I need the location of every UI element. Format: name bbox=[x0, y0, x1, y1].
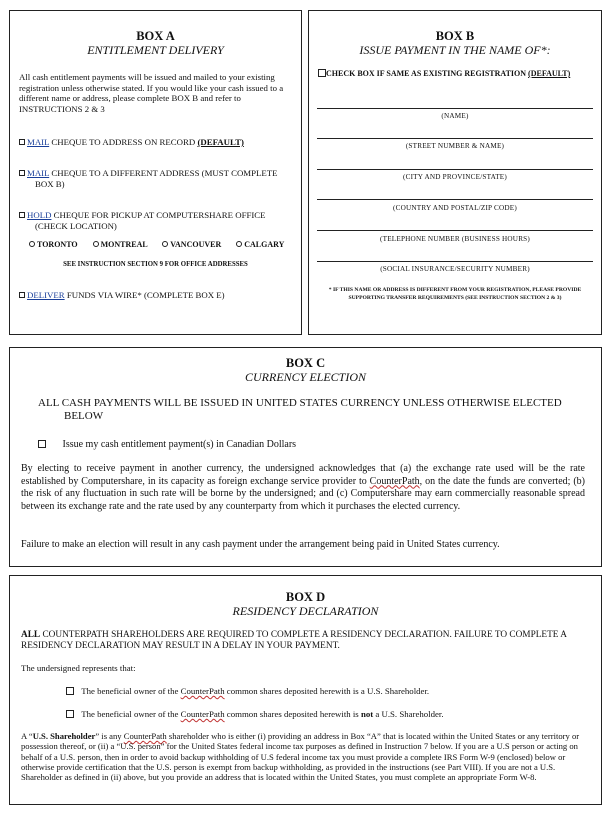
box-a-option-deliver[interactable] bbox=[19, 290, 299, 301]
canadian-dollars-option[interactable] bbox=[38, 439, 296, 450]
box-b bbox=[308, 10, 602, 335]
box-a-intro: All cash entitlement payments will be issued and mailed to your existing registration unless otherwise stated. If you would like your cash issued to a different name or address, please complete BOX B and refer to INSTRUCTIONS 2 & 3 bbox=[19, 72, 284, 114]
telephone-field-label: (TELEPHONE NUMBER (BUSINESS HOURS) bbox=[380, 235, 530, 243]
option-default: (DEFAULT) bbox=[197, 137, 244, 147]
checkbox-icon[interactable] bbox=[66, 710, 74, 718]
radio-icon[interactable] bbox=[236, 241, 242, 247]
telephone-field-line[interactable] bbox=[317, 230, 593, 231]
checkbox-icon[interactable] bbox=[38, 440, 46, 448]
box-a bbox=[9, 10, 302, 335]
city-field-label: (CITY AND PROVINCE/STATE) bbox=[403, 173, 507, 181]
sin-field-line[interactable] bbox=[317, 261, 593, 262]
checkbox-icon[interactable] bbox=[19, 170, 25, 176]
checkbox-icon[interactable] bbox=[19, 212, 25, 218]
box-d-subtitle: RESIDENCY DECLARATION bbox=[232, 604, 379, 618]
option-tag: MAIL bbox=[27, 137, 50, 147]
box-a-option-mail-record[interactable] bbox=[19, 137, 294, 148]
street-field-line[interactable] bbox=[317, 138, 593, 139]
checkbox-icon[interactable] bbox=[318, 69, 326, 77]
option-text-cont: BOX B) bbox=[35, 178, 65, 189]
checkbox-icon[interactable] bbox=[19, 292, 25, 298]
option-text-cont: (CHECK LOCATION) bbox=[35, 220, 117, 231]
option-text: CHEQUE TO A DIFFERENT ADDRESS (MUST COMPLETE bbox=[51, 168, 278, 178]
name-field-label: (NAME) bbox=[441, 112, 469, 120]
option-text: CHEQUE TO ADDRESS ON RECORD bbox=[51, 137, 196, 147]
option-tag: DELIVER bbox=[27, 290, 65, 300]
currency-paragraph-1: By electing to receive payment in another currency, the undersigned acknowledges that (a) the exchange rate used will be the rate established by Computershare, in its capacity as foreign exchange service provider to CounterPath, on the date the funds are converted; (b) the risk of any fluctuation in such rate will be borne by the undersigned; and (c) Computershare may earn commercially reasonable spread between its exchange rate and the rate used by any counterparty from which it purchases the elected currency. bbox=[21, 463, 585, 512]
box-b-footnote: * IF THIS NAME OR ADDRESS IS DIFFERENT FROM YOUR REGISTRATION, PLEASE PROVIDE SUPPORTING TRANSFER REQUIREMENTS (SEE INSTRUCTION SECTION 2 & 3) bbox=[328, 287, 582, 301]
country-field-label: (COUNTRY AND POSTAL/ZIP CODE) bbox=[393, 204, 517, 212]
checkbox-icon[interactable] bbox=[19, 139, 25, 145]
box-d-title: BOX D bbox=[285, 590, 326, 604]
office-calgary[interactable]: CALGARY bbox=[236, 240, 284, 249]
same-registration-checkbox[interactable] bbox=[318, 69, 598, 78]
office-note: SEE INSTRUCTION SECTION 9 FOR OFFICE ADDRESSES bbox=[63, 261, 248, 268]
city-field-line[interactable] bbox=[317, 169, 593, 170]
us-shareholder-definition: A “U.S. Shareholder” is any CounterPath shareholder who is either (i) providing an address in Box “A” that is located within the United States or any territory or possession thereof, or (ii) a “U.S. person” for the United States federal income tax purposes as defined in Instruction 7 below. If you are a U.S person or acting on behalf of a U.S. person, then in order to avoid backup withholding of U.S federal income tax you must provide a complete IRS Form W-9 (enclosed) below or otherwise provide certification that the U.S. person is exempt from backup withholding, as provided in the instructions (see Part VIII). If you are not a U.S. Shareholder as defined in (ii) above, but you provide an address that is located within the United States, you must complete an appropriate Form W-8. bbox=[21, 731, 580, 783]
radio-icon[interactable] bbox=[162, 241, 168, 247]
box-a-option-hold[interactable] bbox=[19, 210, 299, 231]
street-field-label: (STREET NUMBER & NAME) bbox=[405, 142, 505, 150]
non-us-shareholder-option[interactable]: The beneficial owner of the CounterPath common shares deposited herewith is not a U.S. Shareholder. bbox=[66, 709, 444, 719]
option-tag: HOLD bbox=[27, 210, 52, 220]
box-b-subtitle: ISSUE PAYMENT IN THE NAME OF*: bbox=[359, 43, 551, 57]
option-tag: MAIL bbox=[27, 168, 50, 178]
sin-field-label: (SOCIAL INSURANCE/SECURITY NUMBER) bbox=[380, 265, 530, 273]
box-a-option-mail-different[interactable] bbox=[19, 168, 299, 189]
box-c-title: BOX C bbox=[285, 356, 326, 370]
office-toronto[interactable]: TORONTO bbox=[29, 240, 78, 249]
option-text: Issue my cash entitlement payment(s) in Canadian Dollars bbox=[62, 439, 297, 450]
box-b-title: BOX B bbox=[435, 29, 475, 43]
option-text: FUNDS VIA WIRE* (COMPLETE BOX E) bbox=[66, 290, 225, 300]
currency-paragraph-2: Failure to make an election will result in any cash payment under the arrangement being paid in United States currency. bbox=[21, 539, 500, 550]
check-default: (DEFAULT) bbox=[528, 69, 571, 78]
check-label: CHECK BOX IF SAME AS EXISTING REGISTRATION bbox=[326, 69, 527, 78]
box-a-subtitle: ENTITLEMENT DELIVERY bbox=[87, 43, 224, 57]
box-d bbox=[9, 575, 602, 805]
office-montreal[interactable]: MONTREAL bbox=[93, 240, 148, 249]
represents-text: The undersigned represents that: bbox=[21, 663, 136, 673]
country-field-line[interactable] bbox=[317, 199, 593, 200]
box-a-title: BOX A bbox=[136, 29, 175, 43]
residency-warning: ALL COUNTERPATH SHAREHOLDERS ARE REQUIRED TO COMPLETE A RESIDENCY DECLARATION. FAILURE TO COMPLETE A RESIDENCY DECLARATION MAY RESULT IN A DELAY IN YOUR PAYMENT. bbox=[21, 630, 567, 651]
name-field-line[interactable] bbox=[317, 108, 593, 109]
box-c bbox=[9, 347, 602, 567]
office-vancouver[interactable]: VANCOUVER bbox=[162, 240, 221, 249]
option-text: CHEQUE FOR PICKUP AT COMPUTERSHARE OFFICE bbox=[53, 210, 266, 220]
radio-icon[interactable] bbox=[29, 241, 35, 247]
currency-notice: ALL CASH PAYMENTS WILL BE ISSUED IN UNITED STATES CURRENCY UNLESS OTHERWISE ELECTED BELOW bbox=[38, 397, 562, 422]
radio-icon[interactable] bbox=[93, 241, 99, 247]
checkbox-icon[interactable] bbox=[66, 687, 74, 695]
us-shareholder-option[interactable]: The beneficial owner of the CounterPath common shares deposited herewith is a U.S. Shareholder. bbox=[66, 686, 429, 696]
office-locations bbox=[29, 240, 299, 251]
box-c-subtitle: CURRENCY ELECTION bbox=[244, 370, 367, 384]
